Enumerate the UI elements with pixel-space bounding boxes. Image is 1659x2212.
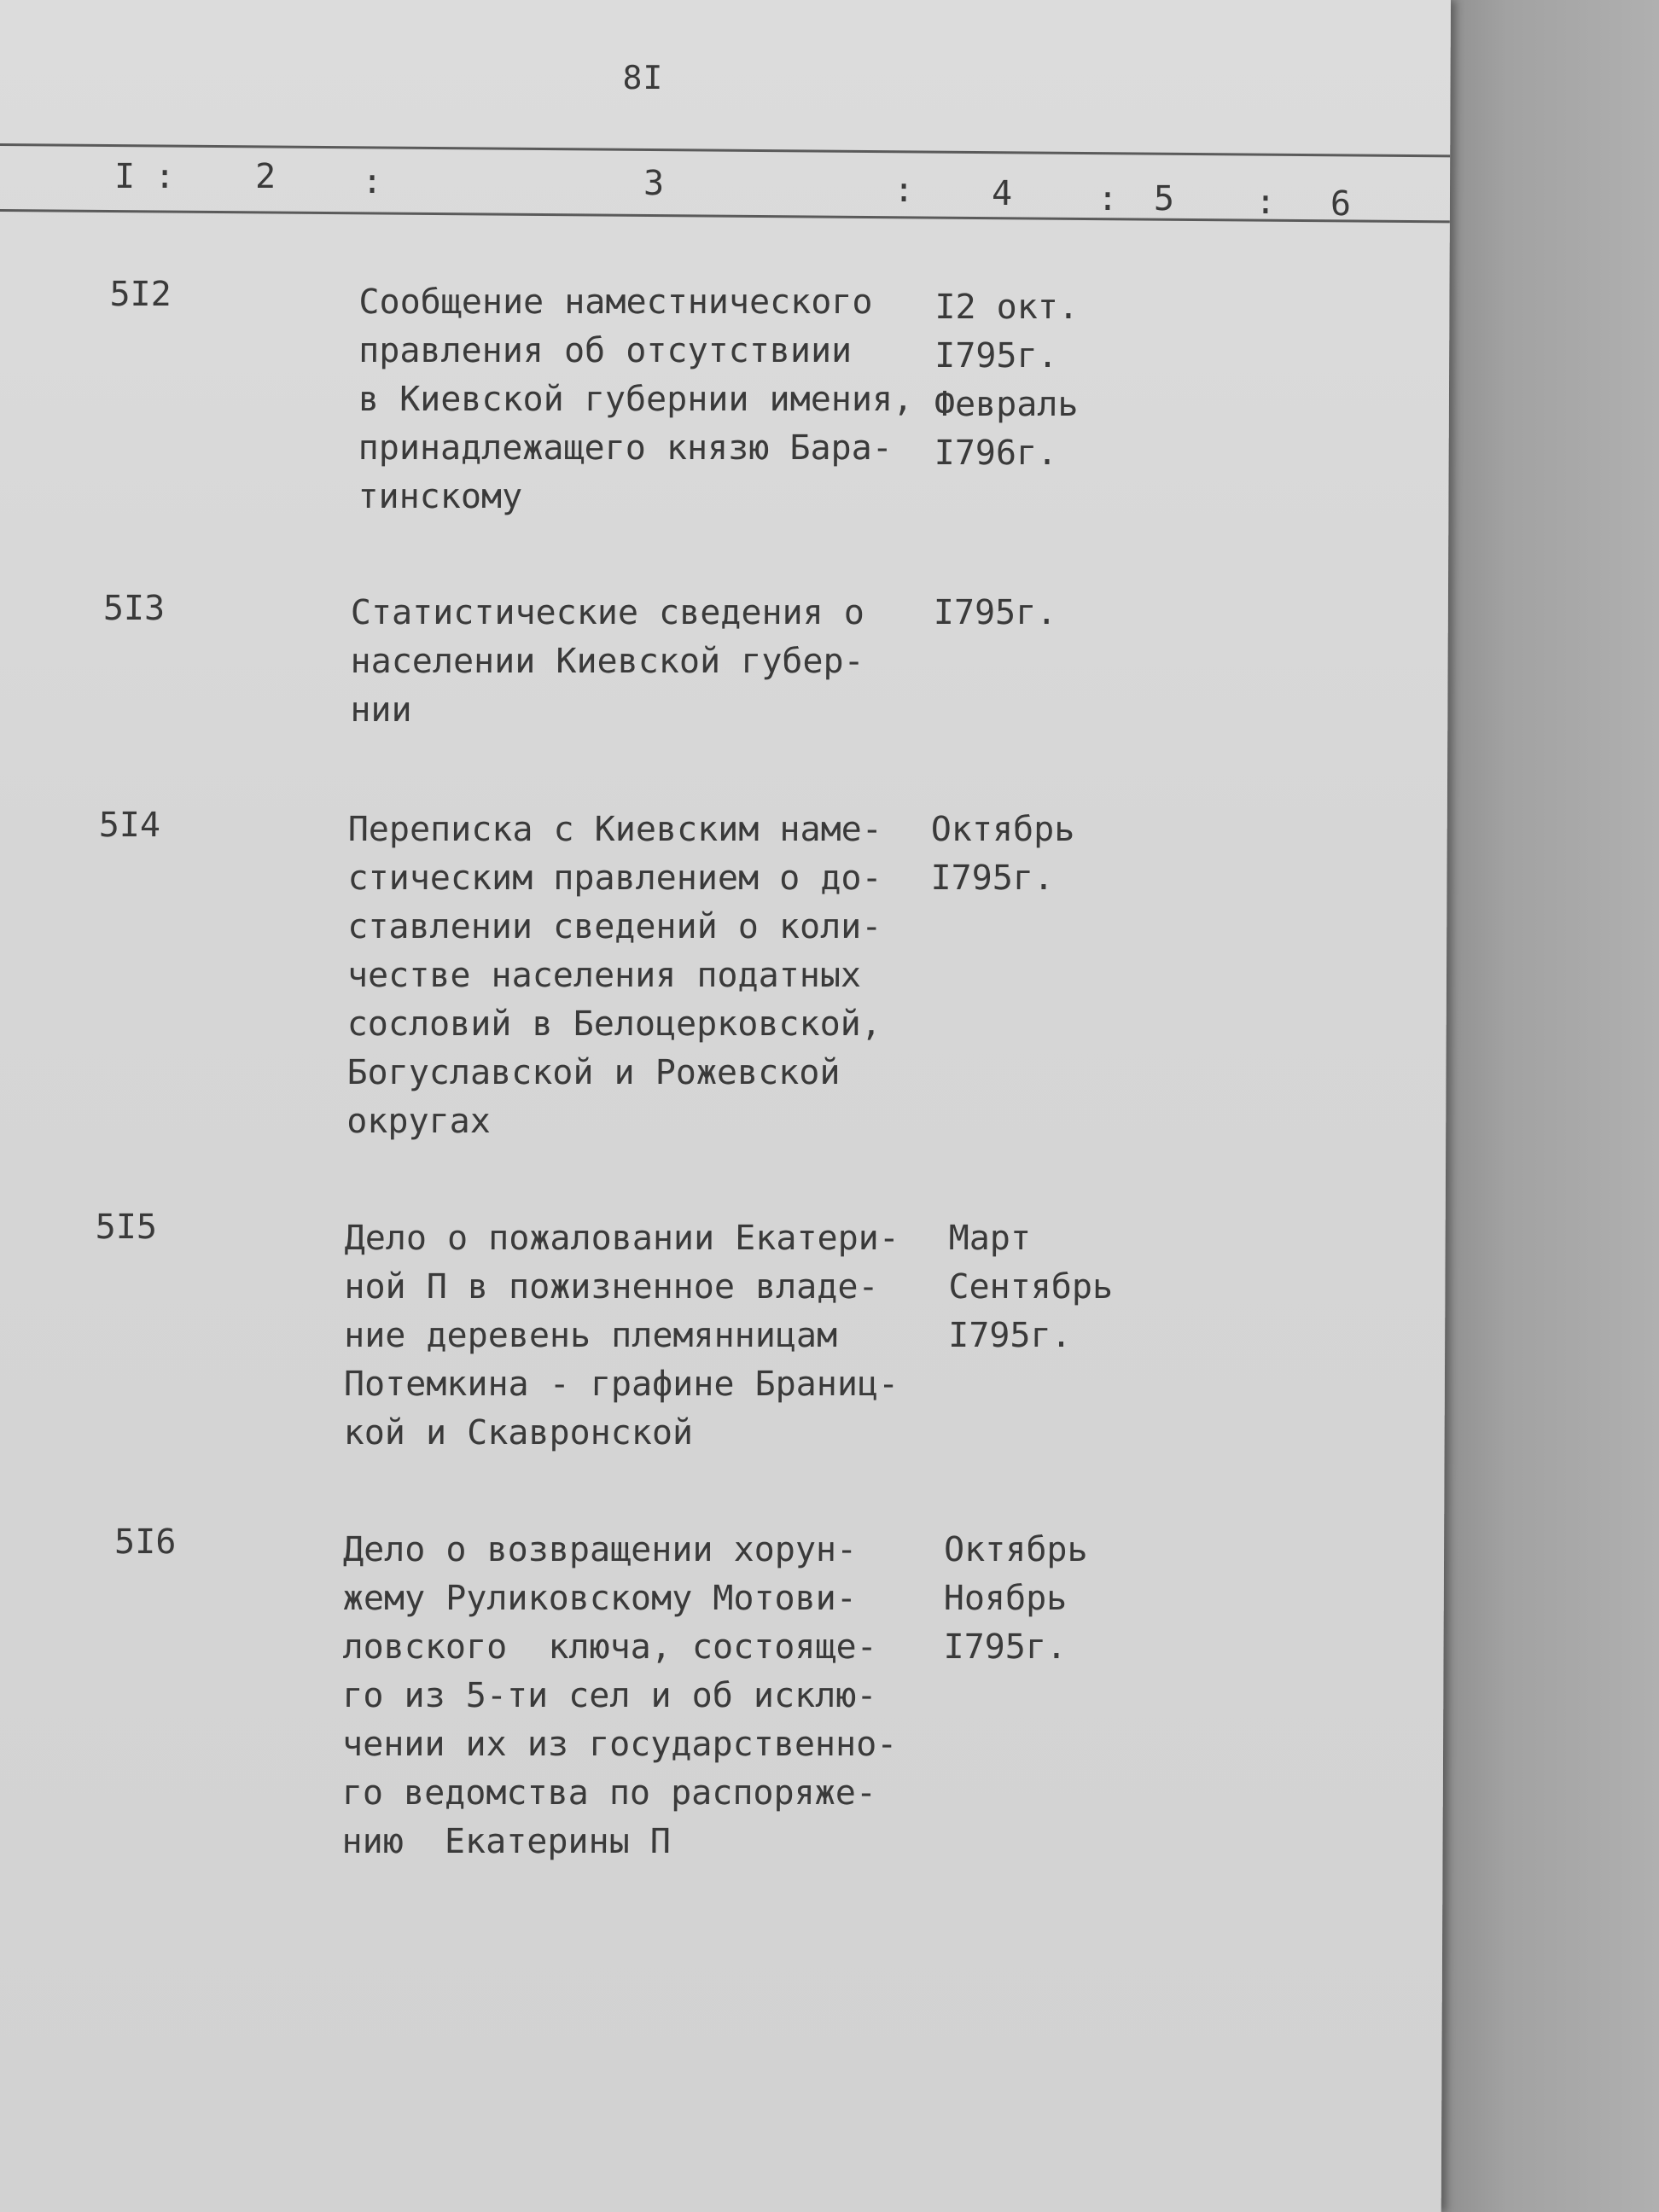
entry-title [358,278,913,521]
entry-number: 5I6 [114,1522,177,1562]
background-surface [1442,0,1659,2212]
entry-date-line: I2 окт. [934,288,1080,327]
entry-date-line: I795г. [930,859,1055,898]
entry-title [341,1526,898,1866]
column-header-1: I [114,157,136,196]
column-separator: : [361,162,383,201]
entry-title-line: тинскому [358,477,523,516]
entry-title-line: Сообщение наместнического [358,282,873,322]
entry-number: 5I4 [98,806,161,845]
entry-title-line: ние деревень племянницам [344,1316,838,1355]
entry-title-line: го из 5-ти сел и об исклю- [342,1676,877,1715]
entry-title-line: правления об отсутствиии [358,331,853,370]
entry-title-line: ной П в пожизненное владе- [344,1267,879,1307]
entry-date-line: Октябрь [930,810,1075,849]
entry-date-line: Март [948,1219,1032,1258]
column-header-5: 5 [1153,179,1175,218]
entry-title-line: честве населения податных [346,956,862,995]
entry-title-line: чении их из государственно- [341,1725,898,1764]
column-separator: : [154,157,176,196]
entry-title-line: Богуславской и Рожевской [346,1053,841,1092]
entry-title-line: ставлении сведений о коли- [347,907,882,946]
entry-date-line: Октябрь [943,1530,1088,1569]
entry-title [350,589,864,735]
header-rule-bottom [0,209,1450,223]
entry-title-line: стическим правлением о до- [347,859,882,898]
entry-title-line: Статистические сведения о [350,593,865,632]
column-header-2: 2 [254,157,276,196]
entry-date-line: Февраль [934,385,1079,424]
entry-title-line: го ведомства по распоряже- [341,1773,877,1813]
entry-title-line: Дело о пожаловании Екатери- [344,1219,899,1258]
entry-date-line: I795г. [948,1316,1072,1355]
entry-title [346,806,882,1146]
entry-dates [934,589,1057,637]
page-number: 8I [622,59,664,96]
entry-date-line: I795г. [933,593,1057,632]
entry-date-line: I795г. [934,336,1058,375]
column-header-6: 6 [1330,184,1352,224]
entry-date-line: I796г. [934,434,1058,473]
entry-title-line: округах [346,1102,491,1141]
entry-date-line: Сентябрь [948,1267,1114,1307]
entry-title-line: Дело о возвращении хорун- [342,1530,858,1569]
entry-dates [934,283,1080,478]
entry-date-line: I795г. [943,1627,1068,1667]
entry-title-line: нию Екатерины П [341,1822,671,1861]
entry-title-line: принадлежащего князю Бара- [358,428,893,468]
entry-date-line: Ноябрь [943,1579,1068,1618]
entry-title-line: сословий в Белоцерковской, [346,1004,882,1044]
entry-title-line: нии [350,690,412,730]
entry-dates [943,1526,1087,1672]
entry-title [344,1214,899,1458]
entry-title-line: в Киевской губернии имения, [358,380,914,419]
entry-dates [930,806,1074,903]
entry-title-line: Переписка с Киевским наме- [347,810,882,849]
entry-title-line: Потемкина - графине Браниц- [343,1365,899,1404]
entry-number: 5I5 [95,1208,158,1247]
column-header-4: 4 [991,174,1013,213]
header-rule-top [0,143,1450,157]
column-separator: : [893,171,915,210]
entry-title-line: населении Киевской губер- [350,642,864,681]
entry-title-line: ловского ключа, состояще- [342,1627,877,1667]
column-separator: : [1097,179,1119,218]
entry-number: 5I2 [109,275,172,314]
column-separator: : [1254,183,1277,222]
entry-number: 5I3 [102,589,166,628]
column-header-3: 3 [643,164,665,203]
entry-title-line: жему Руликовскому Мотови- [342,1579,857,1618]
entry-dates [948,1214,1113,1360]
entry-title-line: кой и Скавронской [343,1413,694,1452]
